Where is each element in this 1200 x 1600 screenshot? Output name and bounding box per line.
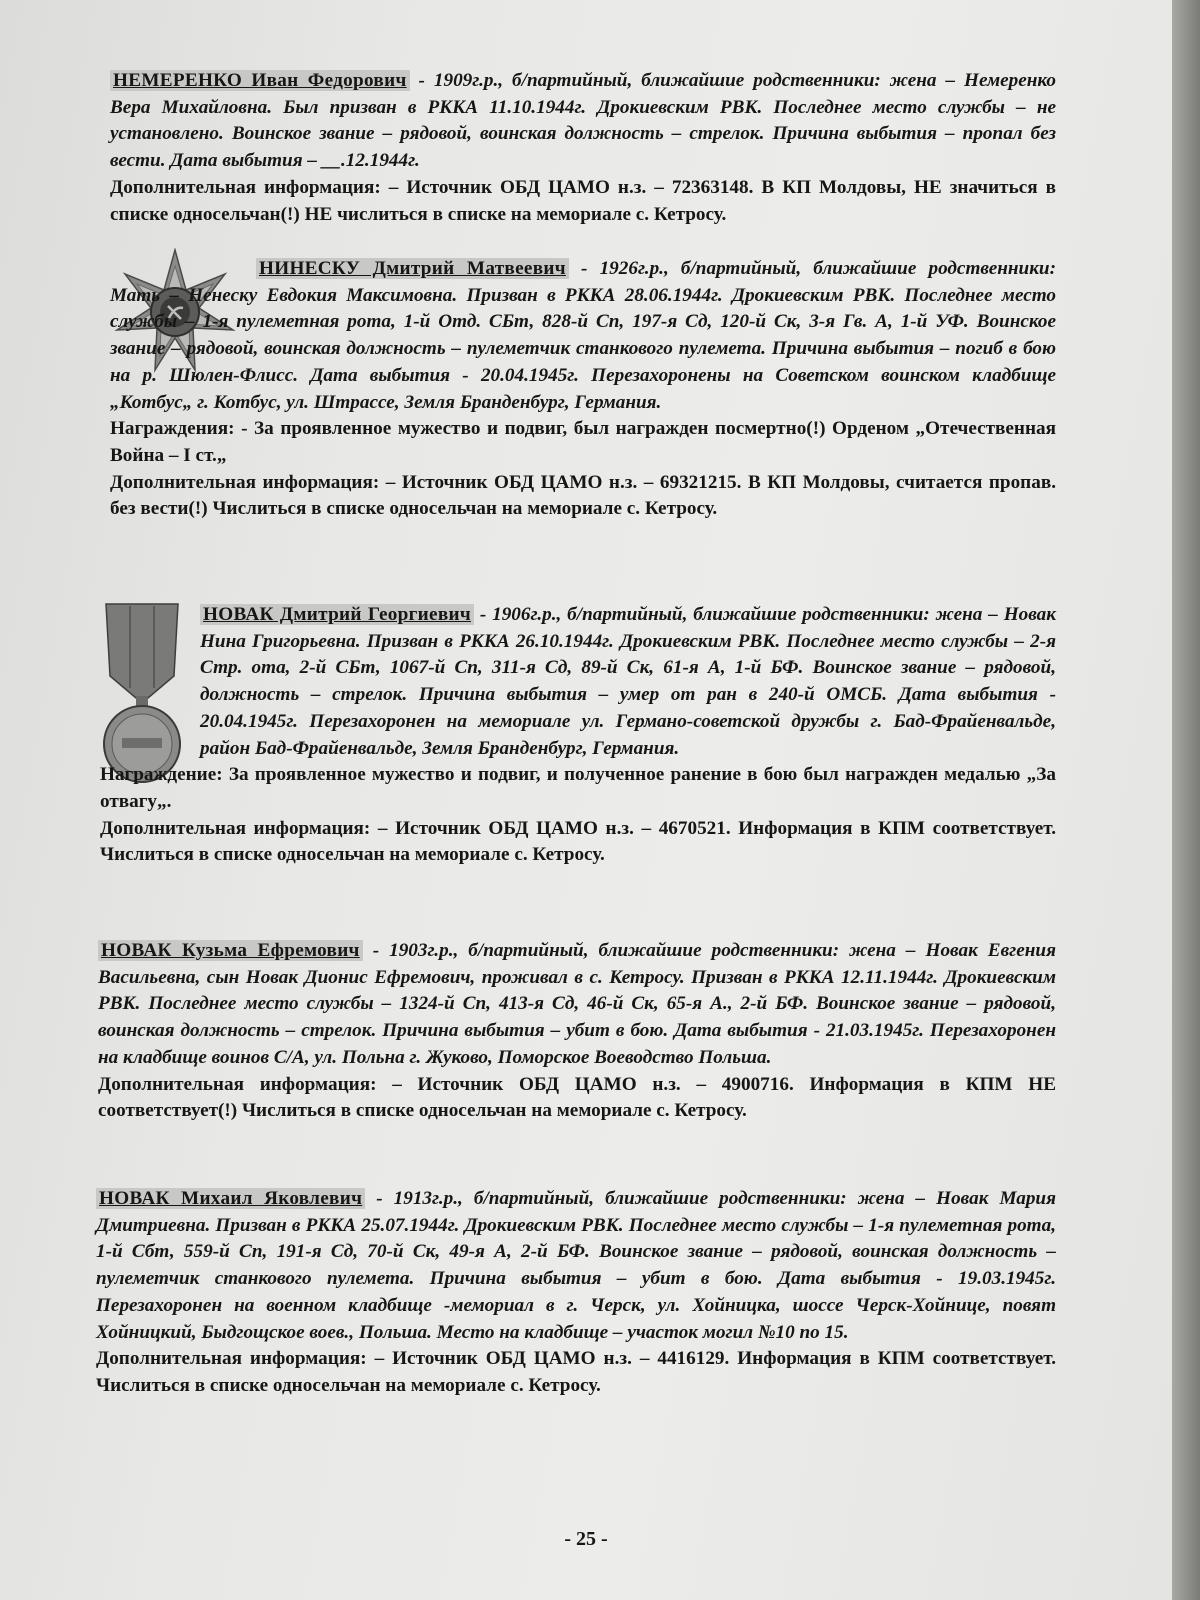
page-edge-shadow (1172, 0, 1200, 1600)
entry-biography (100, 602, 1056, 762)
person-name: НЕМЕРЕНКО Иван Федорович (110, 70, 410, 91)
award-text: Награждения: - За проявленное мужество и подвиг, был награжден посмертно(!) Орденом „Отечественная Война – I ст.„ (110, 418, 1056, 466)
additional-info: Дополнительная информация: – Источник ОБД ЦАМО н.з. – 69321215. В КП Молдовы, считается пропав. без вести(!) Числиться в списке односельчан на мемориале с. Кетросу. (110, 471, 1056, 520)
entry-biography (110, 256, 1056, 416)
person-name: НОВАК Дмитрий Георгиевич (200, 604, 474, 625)
entry-nemerenko (110, 68, 1056, 228)
person-name: НОВАК Кузьма Ефремович (98, 940, 363, 961)
additional-info: Дополнительная информация: – Источник ОБД ЦАМО н.з. – 4416129. Информация в КПМ соответствует. Числиться в списке односельчан на мемориале с. Кетросу. (96, 1348, 1056, 1396)
person-name: НОВАК Михаил Яковлевич (96, 1188, 365, 1209)
entry-biography (98, 938, 1056, 1072)
biography-text: - 1913г.р., б/партийный, ближайшие родственники: жена – Новак Мария Дмитриевна. Призван в РККА 25.07.1944г. Дрокиевским РВК. Последнее место службы – 1-я пулеметная рота, 1-й Сбт, 559-й Сп, 191-я Сд, 70-й Ск, 49-я А, 2-й БФ. Воинское звание – рядовой, воинская должность – пулеметчик станкового пулемета. Причина выбытия – убит в бою. Дата выбытия - 19.03.1945г. Перезахоронен на военном кладбище -мемориал в г. Черск, ул. Хойницка, шоссе Черск-Хойнице, повят Хойницкий, Быдгощское воев., Польша. Место на кладбище – участок могил №10 по 15. (96, 1188, 1056, 1343)
biography-text: - 1926г.р., б/партийный, ближайшие родственники: Мать – Ненеску Евдокия Максимовна. Призван в РККА 28.06.1944г. Дрокиевским РВК. Последнее место службы – 1-я пулеметная рота, 1-й Отд. СБт, 828-й Сп, 197-я Сд, 120-й Ск, 3-я Гв. А, 1-й УФ. Воинское звание – рядовой, воинская должность – пулеметчик станкового пулемета. Причина выбытия – погиб в бою на р. Шюлен-Флисс. Дата выбытия - 20.04.1945г. Перезахоронены на Советском воинском кладбище „Котбус„ г. Котбус, ул. Штрассе, Земля Бранденбург, Германия. (110, 258, 1056, 413)
additional-info: Дополнительная информация: – Источник ОБД ЦАМО н.з. – 72363148. В КП Молдовы, НЕ значиться в списке односельчан(!) НЕ числиться в списке на мемориале с. Кетросу. (110, 176, 1056, 225)
person-name: НИНЕСКУ Дмитрий Матвеевич (256, 258, 569, 279)
entry-biography (96, 1186, 1056, 1346)
biography-text: - 1909г.р., б/партийный, ближайшие родственники: жена – Немеренко Вера Михайловна. Был призван в РККА 11.10.1944г. Дрокиевским РВК. Последнее место службы – не установлено. Воинское звание – рядовой, воинская должность – стрелок. Причина выбытия – пропал без вести. Дата выбытия – __.12.1944г. (110, 70, 1057, 172)
additional-info: Дополнительная информация: – Источник ОБД ЦАМО н.з. – 4900716. Информация в КПМ НЕ соответствует(!) Числиться в списке односельчан на мемориале с. Кетросу. (98, 1073, 1056, 1122)
award-text: Награждение: За проявленное мужество и подвиг, и полученное ранение в бою был награжден медалью „За отвагу„. (100, 764, 1056, 812)
biography-text: - 1906г.р., б/партийный, ближайшие родственники: жена – Новак Нина Григорьевна. Призван в РККА 26.10.1944г. Дрокиевским РВК. Последнее место службы – 2-я Стр. ота, 2-й СБт, 1067-й Сп, 311-я Сд, 89-й Ск, 61-я А, 1-й БФ. Воинское звание – рядовой, должность – стрелок. Причина выбытия – умер от ран в 240-й ОМСБ. Дата выбытия - 20.04.1945г. Перезахоронен на мемориале ул. Германо-советской дружбы г. Бад-Фрайенвальде, район Бад-Фрайенвальде, Земля Бранденбург, Германия. (200, 604, 1056, 759)
entry-ninesku (110, 256, 1056, 523)
biography-text: - 1903г.р., б/партийный, ближайшие родственники: жена – Новак Евгения Васильевна, сын Новак Дионис Ефремович, проживал в с. Кетросу. Призван в РККА 12.11.1944г. Дрокиевским РВК. Последнее место службы – 1324-й Сп, 413-я Сд, 46-й Ск, 65-я А., 2-й БФ. Воинское звание – рядовой, воинская должность – стрелок. Причина выбытия – убит в бою. Дата выбытия - 21.03.1945г. Перезахоронен на кладбище воинов С/А, ул. Польна г. Жуково, Поморское Воеводство Польша. (98, 940, 1056, 1068)
entry-biography (110, 68, 1056, 175)
entry-novak-mikhail (96, 1186, 1056, 1400)
additional-info: Дополнительная информация: – Источник ОБД ЦАМО н.з. – 4670521. Информация в КПМ соответствует. Числиться в списке односельчан на мемориале с. Кетросу. (100, 817, 1056, 866)
page-number: - 25 - (564, 1528, 608, 1550)
entry-novak-dmitry (100, 602, 1056, 869)
entry-novak-kuzma (98, 938, 1056, 1125)
